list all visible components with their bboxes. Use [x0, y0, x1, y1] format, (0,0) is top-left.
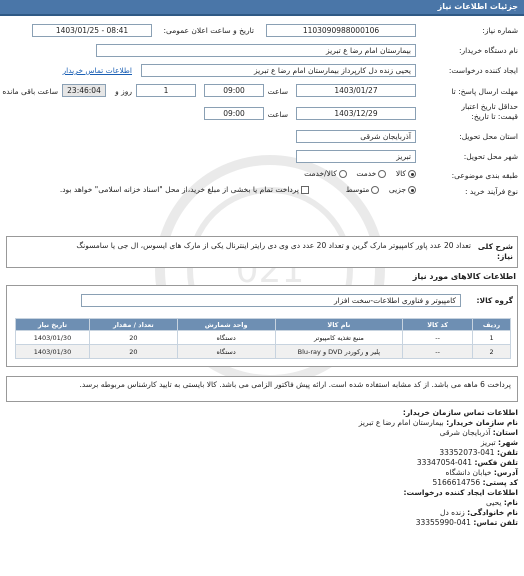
- summary-label-1: شرح کلی: [477, 242, 513, 251]
- checkbox-icon: [301, 186, 309, 194]
- need-number-field: 1103090988000106: [266, 24, 416, 37]
- col-item-code: کد کالا: [403, 319, 473, 331]
- reply-date-field: 1403/01/27: [296, 84, 416, 97]
- contact-line-city: شهر: تبریز: [480, 438, 518, 447]
- summary-text: تعداد 20 عدد پاور کامپیوتر مارک گرین و تعداد 20 عدد دی وی دی رایتر اینترنال یکی از مارک های ایسوس، ال جی یا سامسونگ: [76, 241, 471, 250]
- remaining-label: ساعت باقی مانده: [2, 87, 58, 96]
- contact-line-address: آدرس: خیابان دانشگاه: [445, 468, 518, 477]
- radio-selected-icon: [408, 170, 416, 178]
- reply-time-field: 09:00: [204, 84, 264, 97]
- page-title: جزئیات اطلاعات نیاز: [437, 2, 518, 11]
- cell-need-date: 1403/01/30: [16, 331, 90, 345]
- category-label: طبقه بندی موضوعی:: [451, 171, 518, 180]
- cell-unit: دستگاه: [177, 345, 275, 359]
- process-option-minor[interactable]: جزیی: [389, 185, 416, 194]
- creator-contact-title: اطلاعات ایجاد کننده درخواست:: [403, 488, 518, 497]
- reply-deadline-label: مهلت ارسال پاسخ: تا: [451, 87, 518, 96]
- creator-label: ایجاد کننده درخواست:: [448, 66, 518, 75]
- contact-block: [359, 408, 518, 528]
- goods-group-label: گروه کالا:: [476, 296, 513, 305]
- days-field: 1: [136, 84, 196, 97]
- table-row: [16, 331, 511, 345]
- goods-group-field: کامپیوتر و فناوری اطلاعات-سخت افزار: [81, 294, 461, 307]
- process-radio-group: [346, 185, 416, 194]
- svg-text:021: 021: [235, 250, 305, 291]
- validity-time-field: 09:00: [204, 107, 264, 120]
- cell-row-number: 2: [473, 345, 511, 359]
- category-option-service[interactable]: خدمت: [356, 169, 386, 178]
- goods-section-title: اطلاعات کالاهای مورد نیاز: [412, 272, 516, 281]
- validity-label-1: حداقل تاریخ اعتبار: [461, 102, 518, 111]
- announce-label: تاریخ و ساعت اعلان عمومی:: [163, 26, 254, 35]
- col-need-date: تاریخ نیاز: [16, 319, 90, 331]
- payment-note-checkbox[interactable]: پرداخت تمام یا بخشی از مبلغ خرید،از محل "اسناد خزانه اسلامی" خواهد بود.: [60, 185, 309, 194]
- radio-empty-icon: [339, 170, 347, 178]
- buyer-field: بیمارستان امام رضا ع تبریز: [96, 44, 416, 57]
- col-row-number: ردیف: [473, 319, 511, 331]
- remaining-time-field: 23:46:04: [62, 84, 106, 97]
- table-row: [16, 345, 511, 359]
- col-item-name: نام کالا: [275, 319, 403, 331]
- buyer-label: نام دستگاه خریدار:: [458, 46, 518, 55]
- summary-frame: [6, 236, 518, 268]
- validity-date-field: 1403/12/29: [296, 107, 416, 120]
- col-quantity: تعداد / مقدار: [89, 319, 177, 331]
- radio-selected-icon: [408, 186, 416, 194]
- cell-quantity: 20: [89, 345, 177, 359]
- validity-label-2: قیمت: تا تاریخ:: [471, 112, 518, 121]
- reply-time-label: ساعت: [267, 87, 288, 96]
- category-radio-group: [304, 169, 416, 178]
- announce-field: 1403/01/25 - 08:41: [32, 24, 152, 37]
- goods-frame: [6, 285, 518, 367]
- contact-title: اطلاعات تماس سازمان خریدار:: [402, 408, 518, 417]
- days-label: روز و: [115, 87, 132, 96]
- goods-table: [15, 318, 511, 359]
- cell-item-code: --: [403, 331, 473, 345]
- creator-line-phone: تلفن تماس: 041-33355990: [415, 518, 518, 527]
- cell-item-code: --: [403, 345, 473, 359]
- radio-empty-icon: [378, 170, 386, 178]
- city-field: تبریز: [296, 150, 416, 163]
- page-header: [0, 0, 524, 16]
- cell-quantity: 20: [89, 331, 177, 345]
- notes-frame: [6, 376, 518, 402]
- city-label: شهر محل تحویل:: [463, 152, 518, 161]
- creator-line-family: نام خانوادگی: زنده دل: [440, 508, 518, 517]
- creator-field: یحیی زنده دل کارپرداز بیمارستان امام رضا ع تبریز: [141, 64, 416, 77]
- cell-item-name: پلیر و رکوردر DVD و Blu-ray: [275, 345, 403, 359]
- contact-line-postal: کد پستی: 5166614756: [432, 478, 518, 487]
- notes-text: پرداخت 6 ماهه می باشد. از کد مشابه استفاده شده است. ارائه پیش فاکتور الزامی می باشد. کالا بایستی به تایید کارشناس مربوطه برسد.: [79, 380, 511, 389]
- validity-time-label: ساعت: [267, 110, 288, 119]
- goods-table-header: [16, 319, 511, 331]
- province-field: آذربایجان شرقی: [296, 130, 416, 143]
- buyer-contact-link[interactable]: اطلاعات تماس خریدار: [62, 66, 132, 75]
- cell-row-number: 1: [473, 331, 511, 345]
- cell-unit: دستگاه: [177, 331, 275, 345]
- cell-item-name: منبع تغذیه کامپیوتر: [275, 331, 403, 345]
- creator-line-name: نام: یحیی: [486, 498, 518, 507]
- need-number-label: شماره نیاز:: [482, 26, 518, 35]
- summary-label-2: نیاز:: [496, 252, 513, 261]
- category-option-both[interactable]: کالا/خدمت: [304, 169, 347, 178]
- category-option-goods[interactable]: کالا: [396, 169, 416, 178]
- process-label: نوع فرآیند خرید :: [464, 187, 518, 196]
- radio-empty-icon: [371, 186, 379, 194]
- cell-need-date: 1403/01/30: [16, 345, 90, 359]
- contact-line-province: استان: آذربایجان شرقی: [439, 428, 518, 437]
- process-option-medium[interactable]: متوسط: [346, 185, 380, 194]
- col-unit: واحد شمارش: [177, 319, 275, 331]
- province-label: استان محل تحویل:: [459, 132, 518, 141]
- contact-line-fax: تلفن فکس: 041-33347054: [416, 458, 518, 467]
- contact-line-phone: تلفن: 041-33352073: [439, 448, 518, 457]
- contact-line-org: نام سازمان خریدار: بیمارستان امام رضا ع تبریز: [358, 418, 518, 427]
